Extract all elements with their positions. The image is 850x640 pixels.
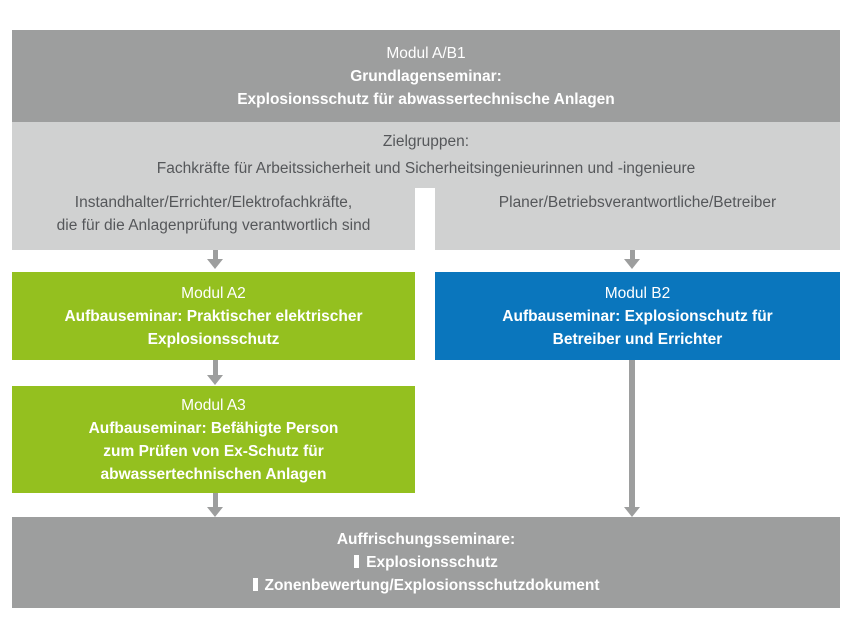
- modul-ab1-description: Explosionsschutz für abwassertechnische Anlagen: [237, 90, 615, 108]
- arrow-down-icon: [206, 250, 224, 269]
- arrow-stem: [213, 250, 218, 259]
- modul-a2-title: Modul A2: [181, 284, 246, 302]
- modul-b2-line2: Betreiber und Errichter: [552, 330, 723, 348]
- modul-a3-title: Modul A3: [181, 396, 246, 414]
- arrow-head: [624, 507, 640, 517]
- target-groups-subtitle: Fachkräfte für Arbeitssicherheit und Sicherheitsingenieurinnen und -ingenieure: [156, 160, 696, 177]
- modul-ab1-box: [12, 30, 840, 122]
- arrow-down-icon: [206, 360, 224, 385]
- modul-a2-box: [12, 272, 415, 360]
- vertical-bar-bullet-icon: [354, 555, 359, 568]
- arrow-down-icon: [623, 250, 641, 269]
- arrow-head: [207, 259, 223, 269]
- target-group-right-line1: Planer/Betriebsverantwortliche/Betreiber: [498, 194, 777, 211]
- modul-a2-line1: Aufbauseminar: Praktischer elektrischer: [64, 307, 363, 325]
- arrow-stem: [629, 360, 635, 507]
- target-group-right-column: [435, 188, 840, 250]
- modul-a2-line2: Explosionsschutz: [147, 330, 280, 348]
- modul-a3-line1: Aufbauseminar: Befähigte Person: [88, 419, 339, 437]
- target-group-left-line2: die für die Anlagenprüfung verantwortlich sind: [56, 217, 371, 234]
- modul-ab1-title: Modul A/B1: [386, 44, 466, 62]
- modul-b2-box: [435, 272, 840, 360]
- refresher-item-1: [12, 551, 840, 574]
- refresher-title: Auffrischungsseminare:: [336, 531, 516, 548]
- target-group-left-column: [12, 188, 415, 250]
- modul-b2-line1: Aufbauseminar: Explosionschutz für: [502, 307, 773, 325]
- arrow-head: [624, 259, 640, 269]
- refresher-item-2-label: Zonenbewertung/Explosionsschutzdokument: [264, 577, 600, 594]
- refresher-seminars-box: [12, 517, 840, 608]
- modul-a3-line2: zum Prüfen von Ex-Schutz für: [103, 442, 324, 460]
- modul-b2-title: Modul B2: [604, 284, 671, 302]
- modul-a3-line3: abwassertechnischen Anlagen: [100, 465, 327, 483]
- vertical-bar-bullet-icon: [253, 578, 258, 591]
- arrow-stem: [213, 360, 218, 375]
- arrow-stem: [213, 493, 218, 507]
- modul-a3-box: [12, 386, 415, 493]
- target-group-left-line1: Instandhalter/Errichter/Elektrofachkräfte,: [74, 194, 353, 211]
- arrow-head: [207, 375, 223, 385]
- modul-ab1-subtitle: Grundlagenseminar:: [350, 67, 502, 85]
- arrow-head: [207, 507, 223, 517]
- target-groups-header: [12, 122, 840, 188]
- refresher-item-1-label: Explosionsschutz: [366, 554, 498, 571]
- arrow-down-icon: [206, 493, 224, 517]
- arrow-stem: [630, 250, 635, 259]
- target-groups-title: Zielgruppen:: [382, 133, 470, 150]
- refresher-item-2: [12, 574, 840, 597]
- arrow-down-icon: [623, 360, 641, 517]
